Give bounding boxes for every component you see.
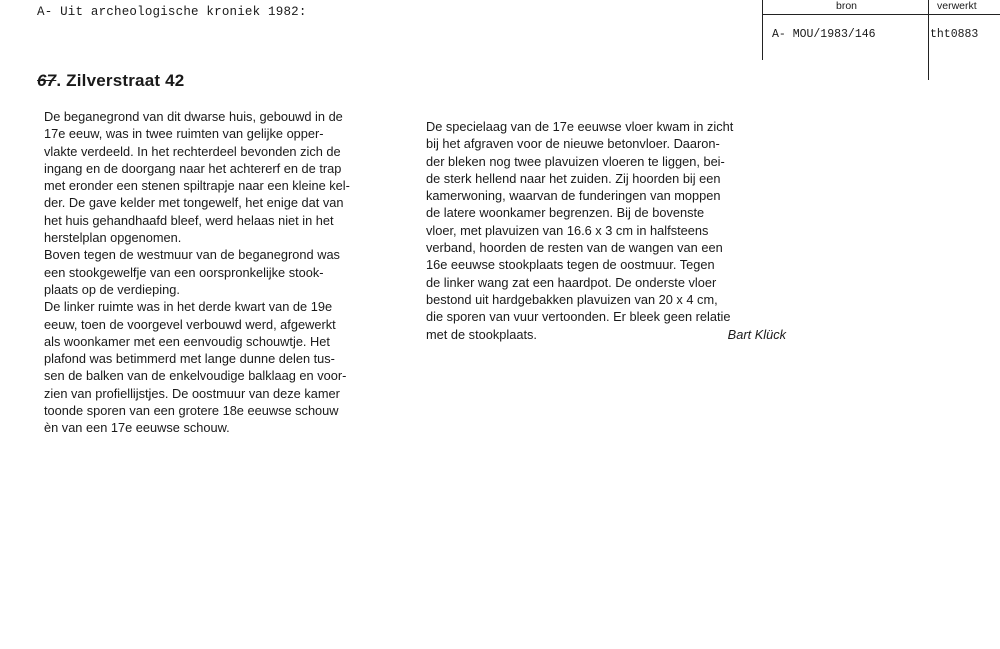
- text-line: vlakte verdeeld. In het rechterdeel bevonden zich de: [44, 143, 341, 159]
- text-line: kamerwoning, waarvan de funderingen van moppen: [426, 188, 721, 204]
- text-line: De specielaag van de 17e eeuwse vloer kwam in zicht: [426, 119, 734, 134]
- reference-box: [762, 0, 1000, 80]
- text-line: zien van profiellijstjes. De oostmuur van deze kamer: [44, 385, 340, 401]
- verwerkt-label: verwerkt: [937, 0, 977, 12]
- text-line: verband, hoorden de resten van de wangen van een: [426, 240, 723, 256]
- text-line: vloer, met plavuizen van 16.6 x 3 cm in halfsteens: [426, 222, 709, 238]
- text-line: bestond uit hardgebakken plavuizen van 20 x 4 cm,: [426, 291, 718, 307]
- bron-value: A- MOU/1983/146: [772, 28, 876, 41]
- ref-divider-middle: [928, 0, 929, 80]
- left-text-column: [44, 108, 410, 437]
- text-line: de linker wang zat een haardpot. De onderste vloer: [426, 274, 717, 290]
- text-line: sen de balken van de enkelvoudige balklaag en voor-: [44, 368, 347, 384]
- article-title: [37, 71, 184, 91]
- text-line: de latere woonkamer begrenzen. Bij de bovenste: [426, 205, 705, 221]
- text-line: der bleken nog twee plavuizen vloeren te liggen, bei-: [426, 153, 725, 169]
- text-line: die sporen van vuur vertoonden. Er bleek geen relatie: [426, 309, 731, 325]
- text-line: eeuw, toen de voorgevel verbouwd werd, afgewerkt: [44, 316, 336, 332]
- text-line: met eronder een stenen spiltrapje naar een kleine kel-: [44, 178, 350, 194]
- right-text-column: [426, 118, 788, 343]
- text-line: het huis gehandhaafd bleef, werd helaas niet in het: [44, 212, 334, 228]
- bron-label: bron: [836, 0, 858, 12]
- verwerkt-value: tht0883: [930, 28, 979, 41]
- text-line-final: [426, 326, 788, 343]
- ref-header-rule: [762, 14, 1000, 15]
- text-line: der. De gave kelder met tongewelf, het enige dat van: [44, 195, 344, 211]
- text-line: 17e eeuw, was in twee ruimten van gelijke opper-: [44, 126, 324, 142]
- text-line: plaats op de verdieping.: [44, 281, 180, 297]
- archive-header: A- Uit archeologische kroniek 1982:: [37, 5, 307, 19]
- text-line: De linker ruimte was in het derde kwart van de 19e: [44, 299, 333, 315]
- article-number: 67: [37, 71, 57, 90]
- author-signature: Bart Klück: [727, 326, 786, 342]
- text-line: herstelplan opgenomen.: [44, 230, 182, 246]
- text-line: èn van een 17e eeuwse schouw.: [44, 420, 230, 436]
- text-line: als woonkamer met een eenvoudig schouwtje. Het: [44, 333, 330, 349]
- closing-text: met de stookplaats.: [426, 326, 537, 342]
- text-line: een stookgewelfje van een oorspronkelijke stook-: [44, 264, 324, 280]
- text-line: de sterk hellend naar het zuiden. Zij hoorden bij een: [426, 170, 721, 186]
- ref-divider-left: [762, 0, 763, 60]
- text-line: ingang en de doorgang naar het achtererf en de trap: [44, 160, 342, 176]
- text-line: plafond was betimmerd met lange dunne delen tus-: [44, 351, 335, 367]
- text-line: bij het afgraven voor de nieuwe betonvloer. Daaron-: [426, 136, 720, 152]
- article-title-text: . Zilverstraat 42: [56, 71, 185, 90]
- text-line: De beganegrond van dit dwarse huis, gebouwd in de: [44, 109, 343, 124]
- text-line: 16e eeuwse stookplaats tegen de oostmuur. Tegen: [426, 257, 715, 273]
- text-line: Boven tegen de westmuur van de beganegrond was: [44, 247, 340, 263]
- text-line: toonde sporen van een grotere 18e eeuwse schouw: [44, 403, 339, 419]
